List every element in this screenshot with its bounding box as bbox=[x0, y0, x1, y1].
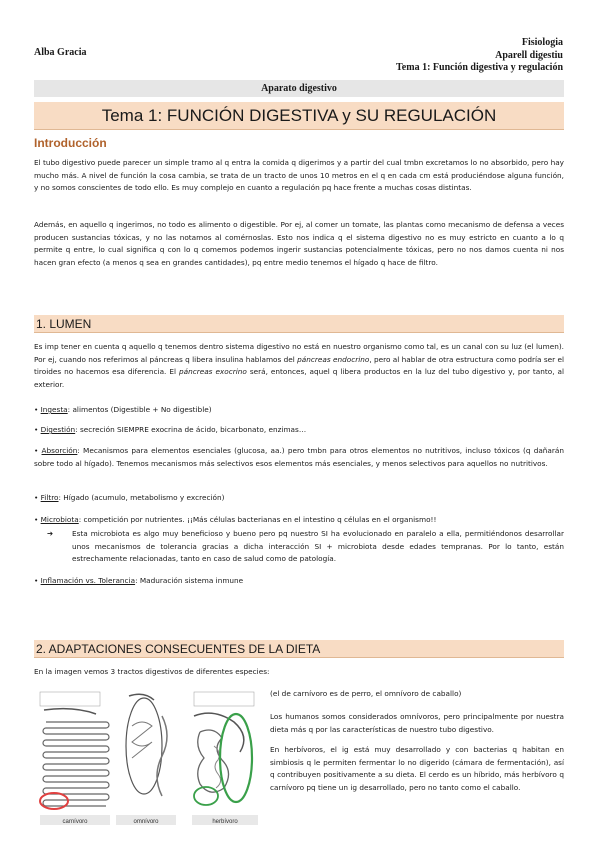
lumen-emphasis-2: páncreas exocrino bbox=[178, 367, 247, 377]
microbiota-subpoint bbox=[47, 528, 564, 566]
bullet-text: : competición por nutrientes. ¡¡Más células bacterianas en el intestino q células en el organismo!! bbox=[78, 515, 437, 524]
label-omnivoro: omnívoro bbox=[133, 819, 159, 825]
lumen-text-c: será, entonces, aquel q libera productos en la luz del tubo digestivo y, por tanto, al exterior. bbox=[34, 367, 564, 389]
bullet-label: Inflamación vs. Tolerancia bbox=[40, 576, 136, 585]
adaptaciones-intro: En la imagen vemos 3 tractos digestivos de diferentes especies: bbox=[34, 667, 270, 676]
bullet-label: Microbiota bbox=[40, 515, 79, 524]
list-item-filtro: • Filtro: Hígado (acumulo, metabolismo y excreción) bbox=[34, 493, 225, 502]
lumen-text-a: Es imp tener en cuenta q aquello q tenemos dentro sistema digestivo no está en nuestro organismo como tal, es un canal con su luz (el lumen). Por ej, cuando nos referimos al páncreas q libera insulina hablamos del bbox=[34, 342, 564, 364]
header-topic: Tema 1: Función digestiva y regulación bbox=[396, 62, 563, 73]
header-info bbox=[396, 37, 563, 75]
arrow-right-icon: ➔ bbox=[47, 529, 54, 538]
author-name: Alba Gracia bbox=[34, 47, 87, 58]
bullet-label: Digestión bbox=[40, 425, 76, 434]
page-title: Tema 1: FUNCIÓN DIGESTIVA y SU REGULACIÓN bbox=[34, 102, 564, 130]
digestive-tracts-figure bbox=[34, 686, 264, 826]
list-item-inflamacion: • Inflamación vs. Tolerancia: Maduración sistema inmune bbox=[34, 576, 244, 585]
bullet-label: Filtro bbox=[40, 493, 59, 502]
lumen-emphasis-1: páncreas endocrino bbox=[297, 354, 370, 364]
list-item-digestion: • Digestión: secreción SIEMPRE exocrina de ácido, bicarbonato, enzimas… bbox=[34, 425, 307, 434]
bullet-text: : alimentos (Digestible + No digestible) bbox=[67, 405, 212, 414]
bullet-text: : secreción SIEMPRE exocrina de ácido, bicarbonato, enzimas… bbox=[75, 425, 307, 434]
list-item-absorcion: • Absorción: Mecanismos para elementos esenciales (glucosa, aa.) pero tmbn para otros elementos no nutritivos, incluso tóxicos (q dañarán sobre todo al hígado). Tenemos mecanismos más selectivos esos elementos más esenciales, y menos selectivos para aquellos no nutritivos. bbox=[34, 446, 564, 468]
lumen-paragraph bbox=[34, 341, 564, 391]
adaptaciones-heading: 2. ADAPTACIONES CONSECUENTES DE LA DIETA bbox=[34, 640, 564, 658]
bullet-label: Absorción bbox=[41, 446, 78, 455]
header-course: Aparell digestiu bbox=[495, 49, 563, 61]
bullet-text: : Maduración sistema inmune bbox=[135, 576, 244, 585]
intro-paragraph-1: El tubo digestivo puede parecer un simple tramo al q entra la comida q digerimos y a partir del cual tmbn excretamos lo no absorbido, pero hay mucho más. A nivel de función la cosa cambia, se trata de un tracto de unos 10 metros en el q en cada cm está produciéndose alguna función, y no somos conscientes de todo ello. Es muy complejo en cuanto a regulación pq hace frente a muchas cosas distintas. bbox=[34, 158, 564, 193]
intro-paragraph-2: Además, en aquello q ingerimos, no todo es alimento o digestible. Por ej, al comer un tomate, las plantas como mecanismo de defensa a veces producen sustancias tóxicas, y no las notamos al comérnoslas. Esto nos indica q el sistema digestivo no es muy estricto en cuanto a lo q permite q entre, lo cual significa q con lo q comemos podemos ingerir sustancias potencialmente tóxicas, pero no nos damos cuenta ni nos hacen gran efecto (a menos q sea en grandes cantidades), pq entre medio tenemos el hígado q hace de filtro. bbox=[34, 220, 564, 267]
intro-heading: Introducción bbox=[34, 136, 107, 150]
lumen-text-b: , pero al hablar de otra estructura como podría ser el tiroides no hacemos esa diferencia. El bbox=[34, 354, 564, 377]
bullet-text: : Mecanismos para elementos esenciales (glucosa, aa.) pero tmbn para otros elementos no nutritivos, incluso tóxicos (q dañarán sobre todo al hígado). Tenemos mecanismos más selectivos esos elementos más esenciales, y menos selectivos para aquellos no nutritivos. bbox=[34, 446, 564, 468]
bullet-text: : Hígado (acumulo, metabolismo y excreción) bbox=[58, 493, 225, 502]
subpoint-text: Esta microbiota es algo muy beneficioso y bueno pero pq nuestro SI ha evolucionado en paralelo a ella, permitiéndonos desarrollar unos mecanismos de tolerancia gracias a dicha interacción SI + microbiota desde edades tempranas. Por lo tanto, están estrechamente relacionadas, tanto en caso de salud como de patología. bbox=[72, 529, 564, 564]
header-subject: Fisiologia bbox=[521, 37, 563, 48]
adaptaciones-paragraph-2: En herbívoros, el ig está muy desarrollado y con bacterias q habitan en simbiosis q le permiten fermentar lo no digerido (cámara de fermentación), así q contribuyen positivamente a su dieta. El cerdo es un híbrido, más herbívoro q carnívoro pq tiene un ig desarrollado, pero no tanto como el caballo. bbox=[270, 745, 564, 792]
section-label-bar: Aparato digestivo bbox=[34, 80, 564, 97]
figure-caption-note: (el de carnívoro es de perro, el omnívoro de caballo) bbox=[270, 689, 462, 698]
adaptaciones-paragraph-1: Los humanos somos considerados omnívoros, pero principalmente por nuestra dieta más q por las características de nuestro tubo digestivo. bbox=[270, 712, 564, 734]
lumen-heading: 1. LUMEN bbox=[34, 315, 564, 333]
list-item-microbiota: • Microbiota: competición por nutrientes. ¡¡Más células bacterianas en el intestino q células en el organismo!! bbox=[34, 515, 437, 524]
label-carnivoro: carnívoro bbox=[62, 819, 88, 825]
list-item-ingesta: • Ingesta: alimentos (Digestible + No digestible) bbox=[34, 405, 212, 414]
bullet-label: Ingesta bbox=[40, 405, 68, 414]
label-herbivoro: herbívoro bbox=[212, 819, 238, 825]
digestive-tracts-illustration bbox=[34, 686, 264, 826]
